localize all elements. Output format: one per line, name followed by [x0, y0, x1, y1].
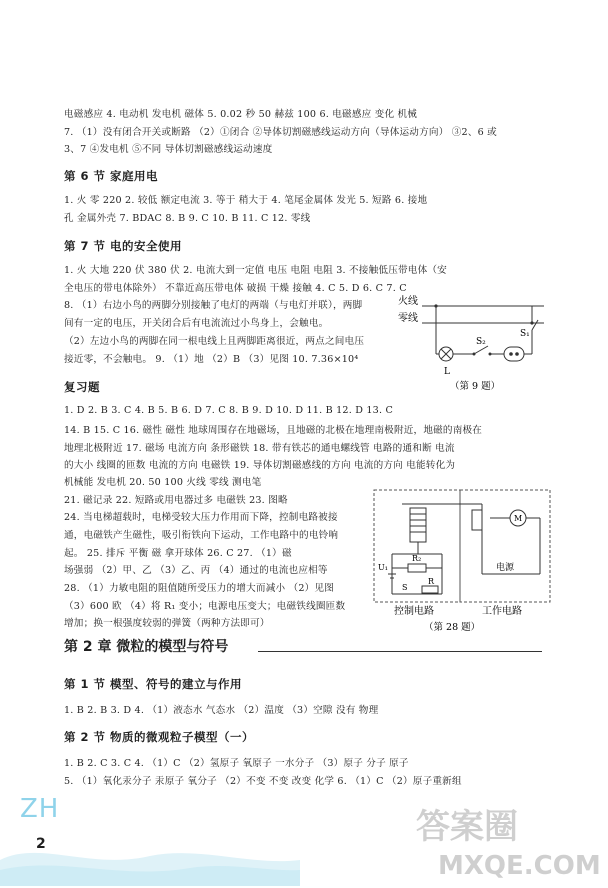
motor-label: M	[514, 514, 523, 523]
switch-s1-label: S₁	[520, 329, 530, 339]
chapter-rule	[258, 651, 542, 652]
answer-line: 21. 磁记录 22. 短路或用电器过多 电磁铁 23. 图略	[64, 495, 288, 506]
answer-line: 全电压的带电体除外） 不靠近高压带电体 破损 干燥 接触 4. C 5. D 6. C 7. C	[64, 283, 407, 294]
answer-line: 地理北极附近 17. 磁场 电流方向 条形磁铁 18. 带有铁芯的通电螺线管 电路的通和断 电流	[64, 443, 455, 454]
section-heading: 第 2 节 物质的微观粒子模型（一）	[64, 730, 255, 744]
figure-9-circuit	[392, 292, 552, 394]
answer-line: 1. D 2. B 3. C 4. B 5. B 6. D 7. C 8. B 9. D 10. D 11. B 12. D 13. C	[64, 405, 393, 416]
page-number: 2	[36, 836, 46, 852]
answer-line: 14. B 15. C 16. 磁性 磁性 地球周围存在地磁场，且地磁的北极在地理南极附近，地磁的南极在	[64, 425, 483, 436]
section-heading: 第 6 节 家庭用电	[64, 169, 159, 183]
control-circuit-label: 控制电路	[394, 606, 434, 617]
figure-28-caption: （第 28 题）	[424, 622, 481, 633]
answer-line: （2）左边小鸟的两脚在同一根电线上且两脚距离很近，两点之间电压	[64, 336, 365, 347]
relay-contact	[472, 510, 482, 530]
switch-s1	[532, 320, 538, 330]
brand-mark-zh: ZH	[20, 794, 60, 824]
answer-line: 7. （1）没有闭合开关或断路 （2）①闭合 ②导体切割磁感线运动方向（导体运动方向） ③2、6 或	[64, 127, 497, 138]
answer-line: 通，电磁铁产生磁性，吸引衔铁向下运动，工作电路中的电铃响	[64, 530, 339, 541]
answer-line: 的大小 线圈的匝数 电流的方向 电磁铁 19. 导体切割磁感线的方向 电流的方向 电能转化为	[64, 460, 456, 471]
live-wire-label: 火线	[398, 296, 418, 307]
answer-line: 电磁感应 4. 电动机 发电机 磁体 5. 0.02 秒 50 赫兹 100 6. 电磁感应 变化 机械	[64, 109, 418, 120]
resistor-r2	[408, 564, 426, 572]
answer-line: 3、7 ④发电机 ⑤不同 导体切割磁感线运动速度	[64, 144, 273, 155]
svg-text:MXQE.COM: MXQE.COM	[438, 851, 600, 881]
section-heading: 第 7 节 电的安全使用	[64, 239, 183, 253]
answer-line: 孔 金属外壳 7. BDAC 8. B 9. C 10. B 11. C 12. 零线	[64, 213, 311, 224]
neutral-wire-label: 零线	[398, 313, 418, 324]
answer-line: 28. （1）力敏电阻的阻值随所受压力的增大而减小 （2）见图	[64, 583, 335, 594]
answer-line: 24. 当电梯超载时，电梯受较大压力作用而下降，控制电路被接	[64, 512, 338, 523]
answer-line: 机械能 发电机 20. 50 100 火线 零线 测电笔	[64, 477, 262, 488]
answer-line: 1. 火 大地 220 伏 380 伏 2. 电流大到一定值 电压 电阻 电阻 3. 不接触低压带电体（安	[64, 265, 447, 276]
watermark	[410, 800, 600, 888]
switch-s-label: S	[402, 583, 408, 592]
answer-line: 增加；换一根强度较弱的弹簧（两种方法即可）	[64, 618, 270, 629]
electromagnet	[410, 508, 426, 542]
figure-9-caption: （第 9 题）	[450, 381, 501, 392]
source-u1-label: U₁	[378, 563, 388, 572]
resistor-r2-label: R₂	[412, 554, 422, 563]
work-circuit-label: 工作电路	[482, 606, 522, 617]
answer-line: 间有一定的电压，开关闭合后有电流流过小鸟身上，会触电。	[64, 318, 329, 329]
svg-text:答案圈: 答案圈	[416, 807, 518, 847]
switch-s2-label: S₂	[476, 337, 486, 347]
watermark-logo	[410, 800, 600, 884]
answer-line: 起。 25. 排斥 平衡 磁 拿开球体 26. C 27. （1）磁	[64, 548, 292, 559]
answer-line: 接近零，不会触电。 9. （1）地 （2）B （3）见图 10. 7.36×10⁴	[64, 354, 359, 365]
power-label: 电源	[496, 563, 515, 573]
force-resistor-r-label: R	[428, 577, 435, 586]
lamp-label: L	[444, 367, 450, 377]
answer-line: 1. 火 零 220 2. 较低 额定电流 3. 等于 稍大于 4. 笔尾金属体 发光 5. 短路 6. 接地	[64, 195, 428, 206]
answer-line: 5. （1）氧化汞分子 汞原子 氧分子 （2）不变 不变 改变 化学 6. （1）C （2）原子重新组	[64, 776, 462, 787]
figure-28-circuit	[372, 488, 554, 636]
chapter-title: 第 2 章 微粒的模型与符号	[64, 639, 229, 655]
socket-symbol	[504, 347, 524, 361]
footer-wave	[0, 820, 300, 886]
answer-line: 1. B 2. C 3. C 4. （1）C （2）氢原子 氧原子 一水分子 （3）原子 分子 原子	[64, 758, 409, 769]
switch-s2	[474, 346, 488, 354]
section-heading: 复习题	[64, 380, 100, 394]
answer-line: （3）600 欧 （4）将 R₁ 变小；电源电压变大；电磁铁线圈匝数	[64, 601, 346, 612]
answer-line: 场强弱 （2）甲、乙 （3）乙、丙 （4）通过的电流也应相等	[64, 565, 328, 576]
answer-line: 1. B 2. B 3. D 4. （1）液态水 气态水 （2）温度 （3）空隙 没有 物理	[64, 705, 379, 716]
force-resistor-r	[422, 586, 438, 593]
section-heading: 第 1 节 模型、符号的建立与作用	[64, 677, 243, 691]
answer-line: 8. （1）右边小鸟的两脚分别接触了电灯的两端（与电灯并联），两脚	[64, 300, 363, 311]
